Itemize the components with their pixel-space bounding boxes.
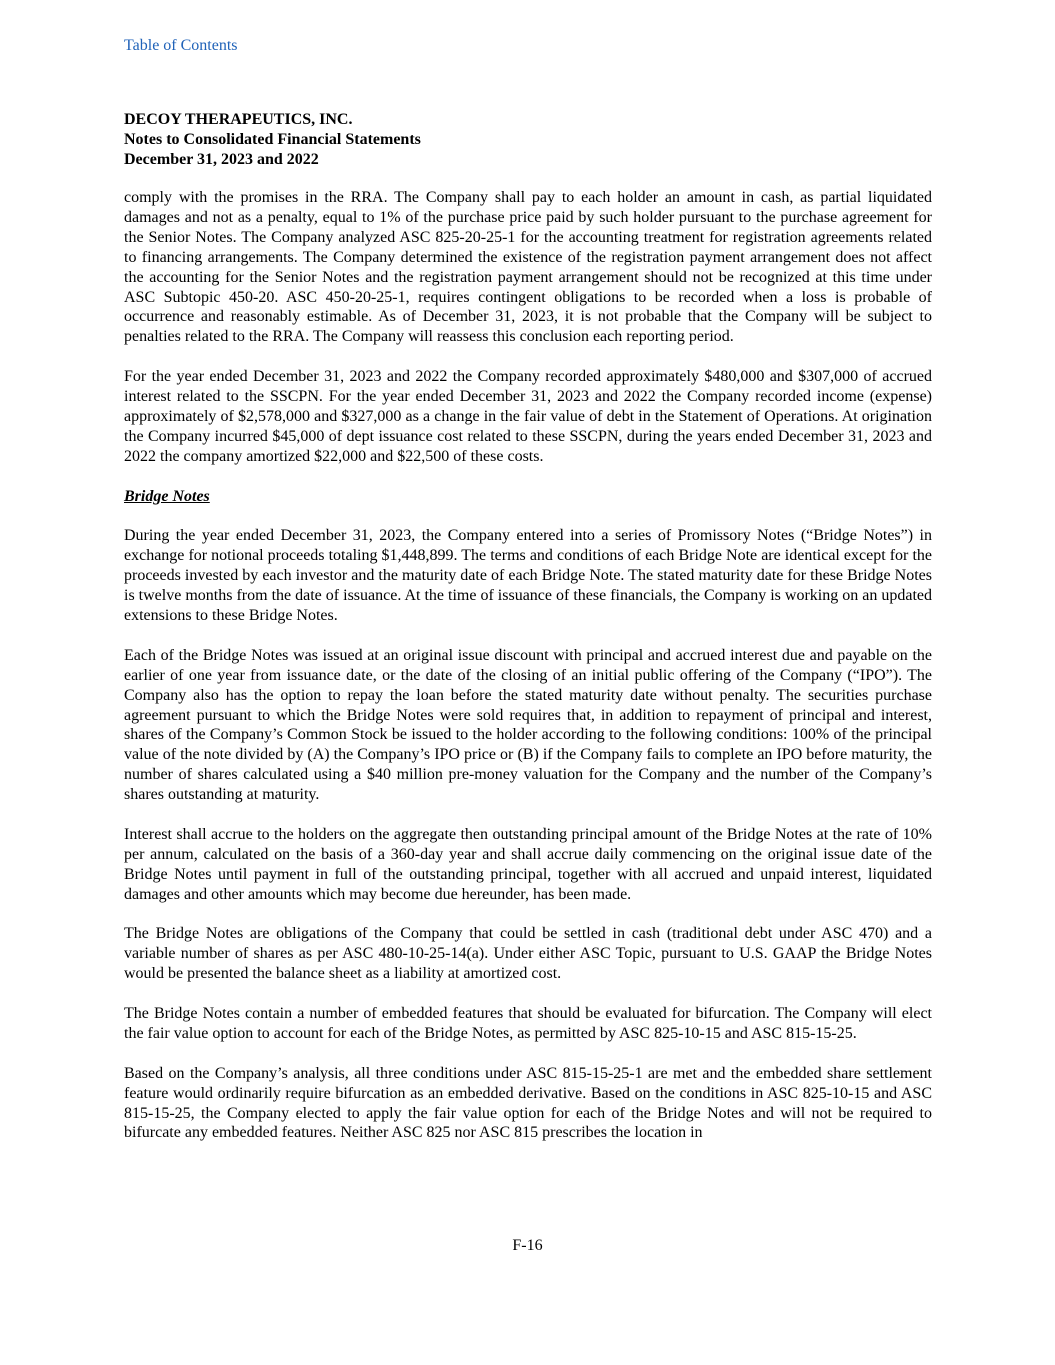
paragraph-sscpn-interest: For the year ended December 31, 2023 and 2022 the Company recorded approximately $480,000 and $307,000 of accrued interest related to the SSCPN. For the year ended December 31, 2023 and 2022 the Company recorded income (expense) approximately of $2,578,000 and $327,000 as a change in the fair value of debt in the Statement of Operations. At origination the Company incurred $45,000 of dept issuance cost related to these SSCPN, during the years ended December 31, 2023 and 2022 the company amortized $22,000 and $22,500 of these costs. [124, 368, 932, 465]
statement-period: December 31, 2023 and 2022 [124, 151, 319, 168]
paragraph-bridge-notes-interest: Interest shall accrue to the holders on the aggregate then outstanding principal amount of the Bridge Notes at the rate of 10% per annum, calculated on the basis of a 360-day year and shall accrue daily commencing on the original issue date of the Bridge Notes until payment in full of the outstanding principal, together with all accrued and unpaid interest, liquidated damages and other amounts which may become due hereunder, has been made. [124, 825, 932, 903]
document-header [124, 110, 421, 170]
paragraph-rra-continuation: comply with the promises in the RRA. The Company shall pay to each holder an amount in cash, as partial liquidated damages and not as a penalty, equal to 1% of the purchase price paid by such holder pursuant to the purchase agreement for the Senior Notes. The Company analyzed ASC 825-20-25-1 for the accounting treatment for registration agreements related to financing arrangements. The Company determined the existence of the registration payment arrangement does not affect the accounting for the Senior Notes and the registration payment arrangement should not be recognized at this time under ASC Subtopic 450-20. ASC 450-20-25-1, requires contingent obligations to be recorded when a loss is probable of occurrence and reasonably estimable. As of December 31, 2023, it is not probable that the Company will be subject to penalties related to the RRA. The Company will reassess this conclusion each reporting period. [124, 189, 932, 346]
statement-subtitle: Notes to Consolidated Financial Statements [124, 131, 421, 148]
paragraph-bridge-notes-analysis: Based on the Company’s analysis, all three conditions under ASC 815-15-25-1 are met and the embedded share settlement feature would ordinarily require bifurcation as an embedded derivative. Based on the conditions in ASC 825-10-15 and ASC 815-15-25, the Company elected to apply the fair value option for each of the Bridge Notes and will not be required to bifurcate any embedded features. Neither ASC 825 nor ASC 815 prescribes the location in [124, 1064, 932, 1142]
section-title-bridge-notes: Bridge Notes [124, 487, 210, 505]
paragraph-bridge-notes-obligations: The Bridge Notes are obligations of the Company that could be settled in cash (traditional debt under ASC 470) and a variable number of shares as per ASC 480-10-25-14(a). Under either ASC Topic, pursuant to U.S. GAAP the Bridge Notes would be presented the balance sheet as a liability at amortized cost. [124, 925, 932, 983]
company-name: DECOY THERAPEUTICS, INC. [124, 111, 353, 128]
paragraph-bridge-notes-embedded-features: The Bridge Notes contain a number of embedded features that should be evaluated for bifurcation. The Company will elect the fair value option to account for each of the Bridge Notes, as permitted by ASC 825-10-15 and ASC 815-15-25. [124, 1005, 932, 1042]
table-of-contents-link[interactable]: Table of Contents [124, 37, 238, 54]
paragraph-bridge-notes-issuance: During the year ended December 31, 2023, the Company entered into a series of Promissory Notes (“Bridge Notes”) in exchange for notional proceeds totaling $1,448,899. The terms and conditions of each Bridge Note are identical except for the proceeds invested by each investor and the maturity date of each Bridge Note. The stated maturity date for these Bridge Notes is twelve months from the date of issuance. At the time of issuance of these financials, the Company is working on an updated extensions to these Bridge Notes. [124, 527, 932, 624]
paragraph-bridge-notes-terms: Each of the Bridge Notes was issued at an original issue discount with principal and accrued interest due and payable on the earlier of one year from issuance date, or the date of the closing of an initial public offering of the Company (“IPO”). The Company also has the option to repay the loan before the stated maturity date without penalty. The securities purchase agreement pursuant to which the Bridge Notes were sold requires that, in addition to repayment of principal and interest, shares of the Company’s Common Stock be issued to the holder according to the following conditions: 100% of the principal value of the note divided by (A) the Company’s IPO price or (B) if the Company fails to complete an IPO before maturity, the number of shares calculated using a $40 million pre-money valuation for the Company and the number of the Company’s shares outstanding at maturity. [124, 646, 932, 804]
page-number: F-16 [512, 1237, 543, 1254]
notes-body [124, 188, 932, 1163]
